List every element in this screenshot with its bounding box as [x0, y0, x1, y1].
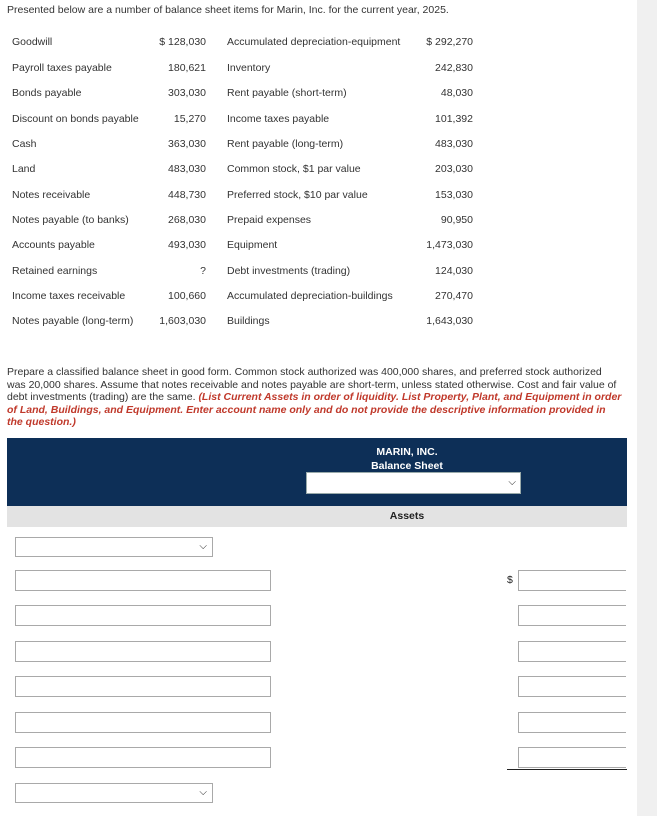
item-name: Bonds payable [12, 87, 82, 99]
item-value: 242,830 [435, 62, 473, 74]
statement-heading [7, 445, 627, 473]
item-value: $ 128,030 [159, 36, 206, 48]
item-name: Goodwill [12, 36, 53, 48]
item-value: 90,950 [440, 214, 473, 226]
period-dropdown[interactable] [306, 472, 521, 494]
table-row [0, 62, 637, 78]
account-name-input[interactable] [15, 747, 271, 768]
item-value: 1,603,030 [159, 315, 206, 327]
table-row [0, 163, 637, 179]
account-name-input[interactable] [15, 712, 271, 733]
item-name: Buildings [227, 315, 270, 327]
item-value: 483,030 [168, 163, 206, 175]
dollar-sign: $ [507, 574, 513, 586]
item-name: Inventory [227, 62, 271, 74]
item-value: 153,030 [435, 189, 473, 201]
account-name-input[interactable] [15, 641, 271, 662]
amount-input[interactable] [518, 641, 626, 662]
item-name: Prepaid expenses [227, 214, 312, 226]
subtotal-underline [507, 769, 627, 770]
item-value: $ 292,270 [426, 36, 473, 48]
item-name: Income taxes payable [227, 113, 330, 125]
item-name: Rent payable (short-term) [227, 87, 347, 99]
account-dropdown[interactable] [15, 537, 213, 557]
item-name: Retained earnings [12, 265, 98, 277]
item-name: Rent payable (long-term) [227, 138, 344, 150]
amount-input[interactable] [518, 676, 626, 697]
item-name: Payroll taxes payable [12, 62, 112, 74]
item-name: Debt investments (trading) [227, 265, 351, 277]
item-value: 303,030 [168, 87, 206, 99]
item-name: Notes receivable [12, 189, 91, 201]
instructions-emphasis: (List Current Assets in order of liquidity. List Property, Plant, and Equipment in order of Land, Buildings, and Equipment. Enter account name only and do not provide the descriptive information provided in the question.) [7, 391, 622, 428]
page-scroll-gutter [637, 0, 657, 816]
table-row [0, 113, 637, 129]
amount-input[interactable] [518, 747, 626, 768]
item-value: 124,030 [435, 265, 473, 277]
table-row [0, 239, 637, 255]
problem-instructions [7, 366, 622, 429]
account-name-input[interactable] [15, 605, 271, 626]
item-value: 1,473,030 [426, 239, 473, 251]
item-name: Notes payable (to banks) [12, 214, 129, 226]
item-name: Discount on bonds payable [12, 113, 139, 125]
statement-title: Balance Sheet [371, 460, 443, 472]
item-value: 363,030 [168, 138, 206, 150]
balance-sheet-header [7, 438, 627, 506]
chevron-down-icon: ⌵ [199, 541, 207, 552]
item-value: 448,730 [168, 189, 206, 201]
item-name: Accounts payable [12, 239, 95, 251]
table-row [0, 138, 637, 154]
table-row [0, 265, 637, 281]
item-value: 268,030 [168, 214, 206, 226]
table-row [0, 214, 637, 230]
account-name-input[interactable] [15, 676, 271, 697]
item-name: Accumulated depreciation-buildings [227, 290, 393, 302]
company-name: MARIN, INC. [376, 446, 438, 458]
item-name: Accumulated depreciation-equipment [227, 36, 401, 48]
item-value: 101,392 [435, 113, 473, 125]
item-name: Equipment [227, 239, 278, 251]
item-value: 483,030 [435, 138, 473, 150]
assets-section-header: Assets [7, 506, 627, 527]
account-dropdown[interactable] [15, 783, 213, 803]
table-row [0, 189, 637, 205]
account-name-input[interactable] [15, 570, 271, 591]
item-value: 1,643,030 [426, 315, 473, 327]
item-value: 15,270 [173, 113, 206, 125]
item-name: Income taxes receivable [12, 290, 126, 302]
item-value: ? [200, 265, 206, 277]
item-value: 180,621 [168, 62, 206, 74]
amount-input[interactable] [518, 570, 626, 591]
amount-input[interactable] [518, 712, 626, 733]
item-name: Notes payable (long-term) [12, 315, 134, 327]
item-value: 270,470 [435, 290, 473, 302]
table-row [0, 87, 637, 103]
table-row [0, 290, 637, 306]
item-name: Land [12, 163, 36, 175]
table-row [0, 36, 637, 52]
problem-intro: Presented below are a number of balance sheet items for Marin, Inc. for the current year, 2025. [7, 4, 449, 16]
item-name: Common stock, $1 par value [227, 163, 361, 175]
chevron-down-icon: ⌵ [508, 477, 516, 488]
item-value: 100,660 [168, 290, 206, 302]
item-value: 48,030 [440, 87, 473, 99]
item-value: 203,030 [435, 163, 473, 175]
table-row [0, 315, 637, 331]
item-name: Preferred stock, $10 par value [227, 189, 368, 201]
item-value: 493,030 [168, 239, 206, 251]
amount-input[interactable] [518, 605, 626, 626]
instructions-text: Prepare a classified balance sheet in good form. Common stock authorized was 400,000 shares, and preferred stock authorized was 20,000 shares. Assume that notes receivable and notes payable are short-term, unless stated otherwise. Cost and fair value of debt investments (trading) are the same. [7, 366, 617, 403]
chevron-down-icon: ⌵ [199, 787, 207, 798]
item-name: Cash [12, 138, 37, 150]
